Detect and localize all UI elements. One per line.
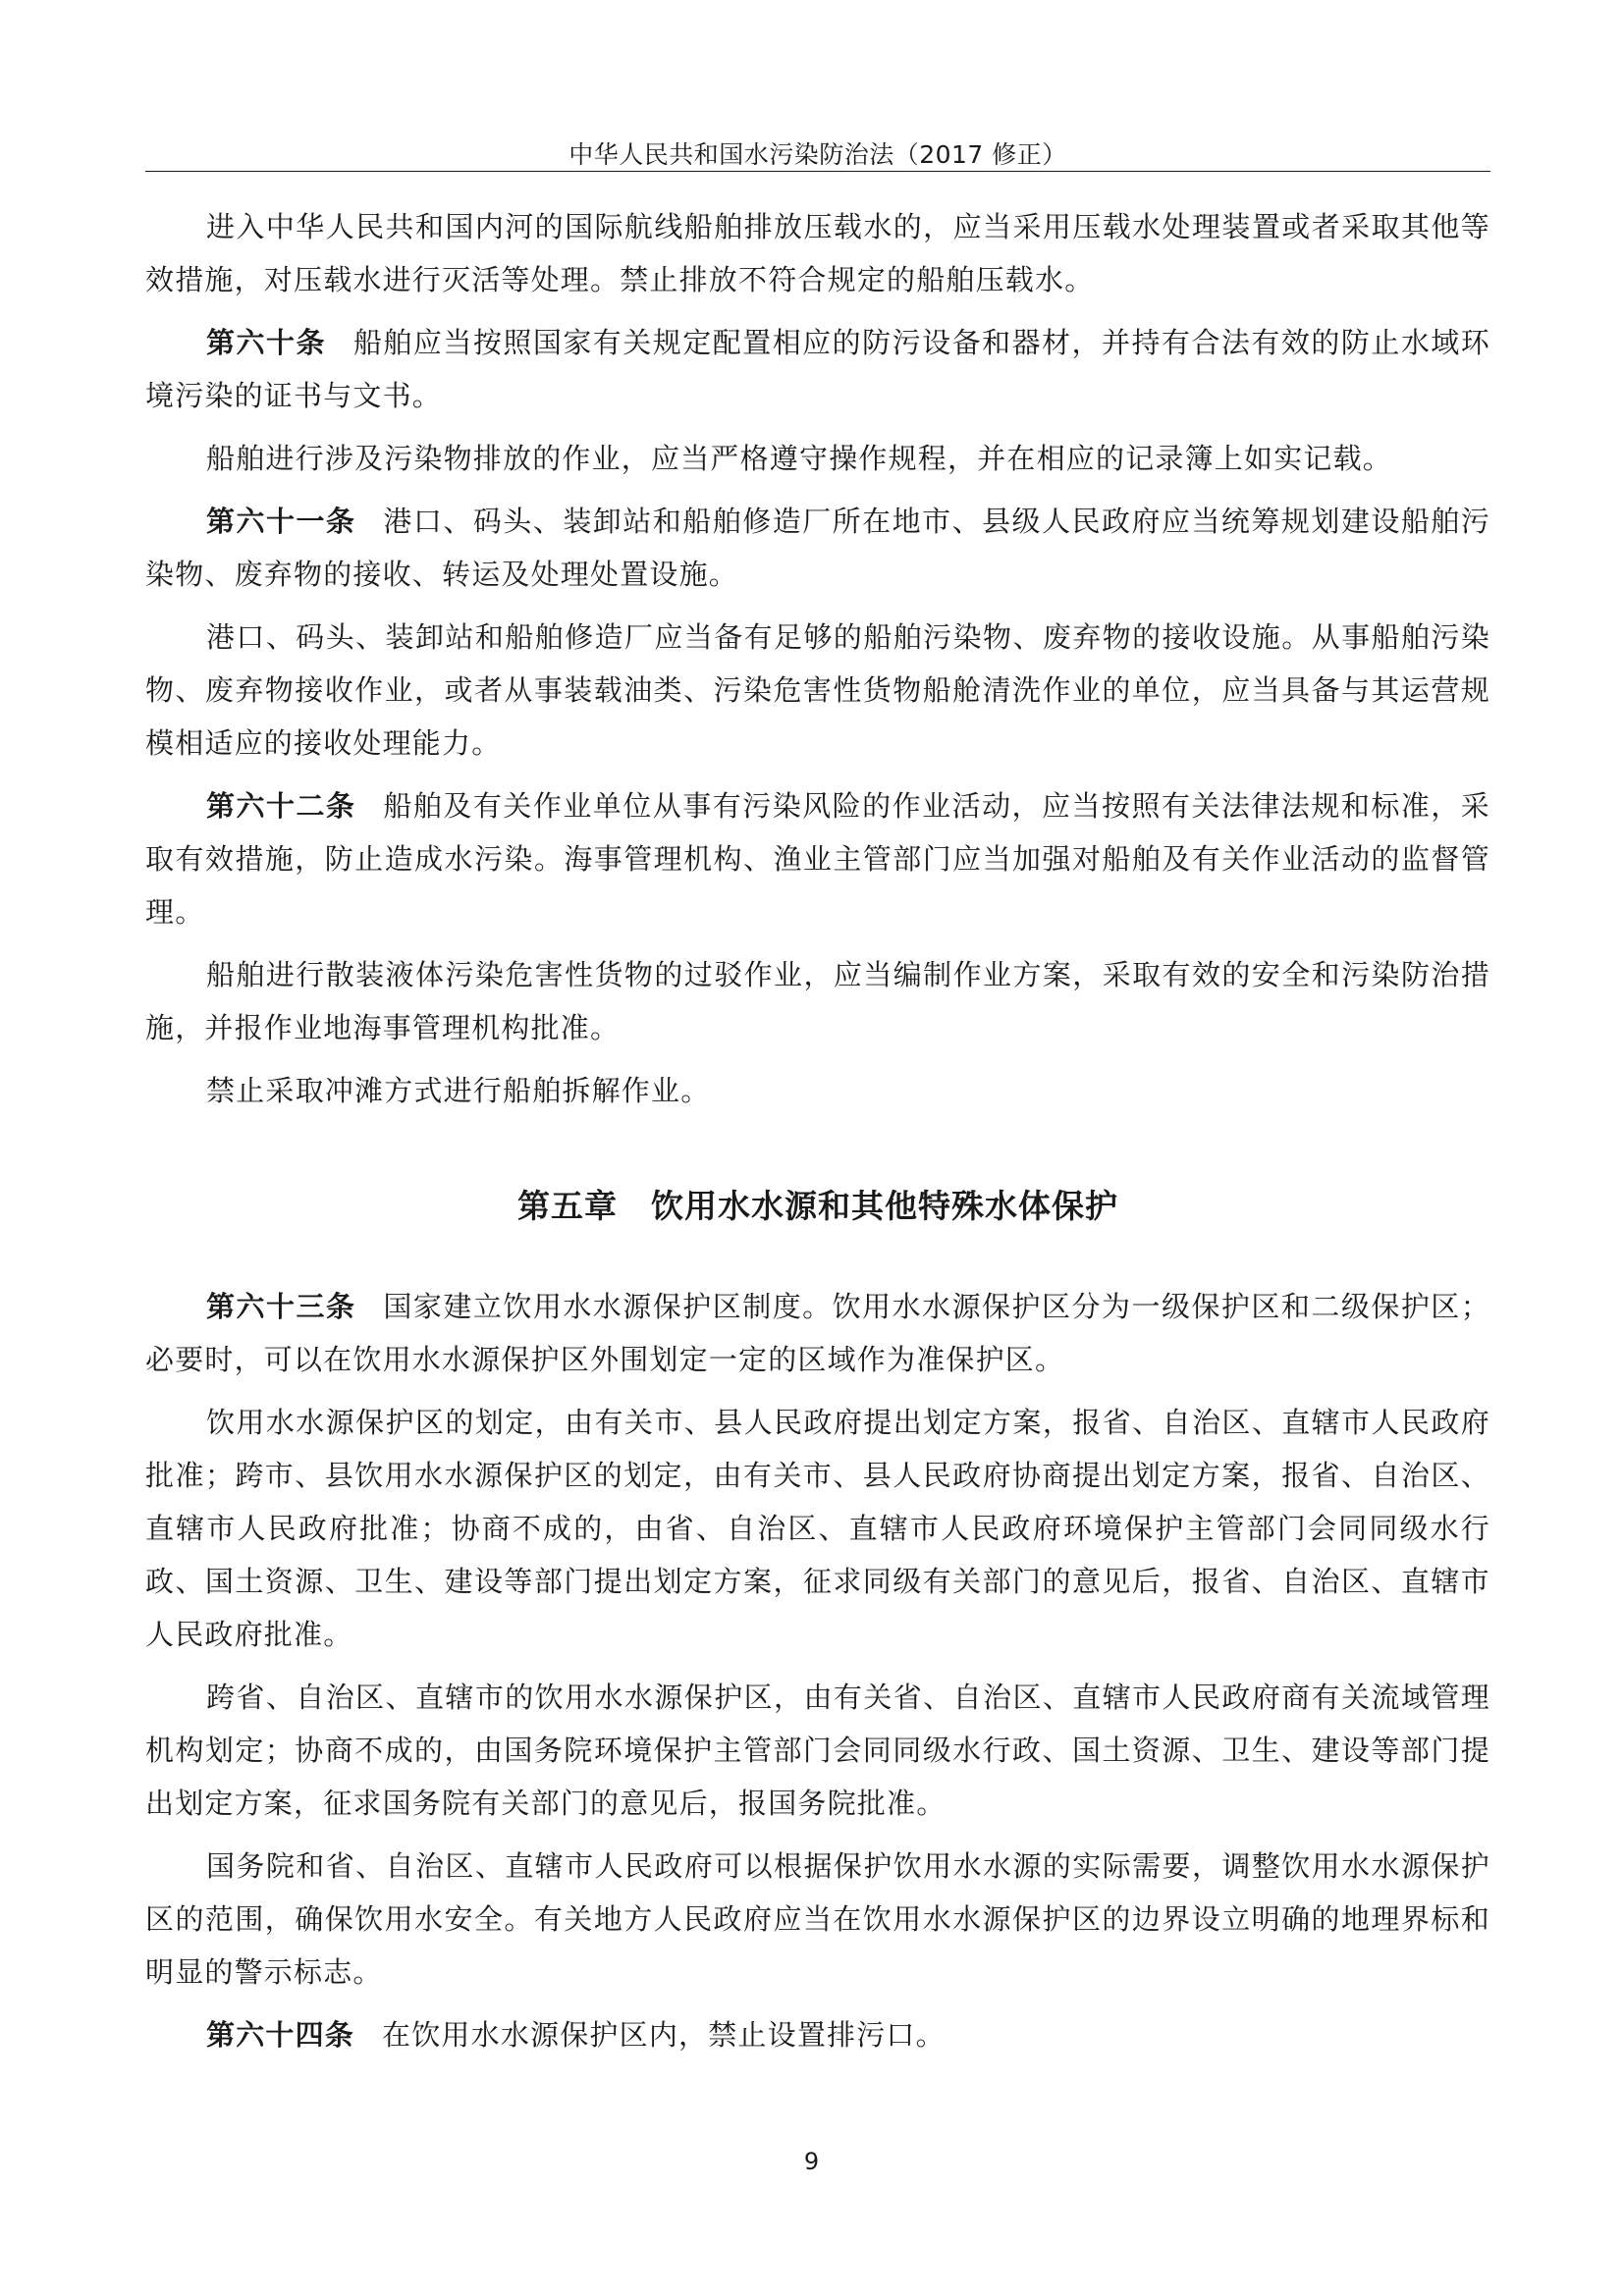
body-paragraph [145, 1280, 1490, 1386]
body-paragraph [145, 200, 1490, 306]
paragraph-text: 船舶进行散装液体污染危害性货物的过驳作业，应当编制作业方案，采取有效的安全和污染防治措施，并报作业地海事管理机构批准。 [145, 958, 1490, 1044]
article-number: 第六十条 [206, 326, 326, 359]
body-paragraph [145, 1840, 1490, 1999]
page-body [145, 200, 1490, 2061]
paragraph-text: 船舶应当按照国家有关规定配置相应的防污设备和器材，并持有合法有效的防止水域环境污染的证书与文书。 [145, 326, 1490, 412]
body-paragraph [145, 611, 1490, 770]
body-paragraph [145, 1396, 1490, 1661]
paragraph-text: 禁止采取冲滩方式进行船舶拆解作业。 [206, 1074, 711, 1107]
paragraph-text: 在饮用水水源保护区内，禁止设置排污口。 [382, 2018, 946, 2052]
paragraph-text: 跨省、自治区、直辖市的饮用水水源保护区，由有关省、自治区、直辖市人民政府商有关流域管理机构划定；协商不成的，由国务院环境保护主管部门会同同级水行政、国土资源、卫生、建设等部门提出划定方案，征求国务院有关部门的意见后，报国务院批准。 [145, 1681, 1490, 1820]
body-paragraph [145, 948, 1490, 1054]
body-paragraph [145, 1064, 1490, 1117]
chapter-title: 饮用水水源和其他特殊水体保护 [651, 1187, 1118, 1225]
paragraph-text: 船舶进行涉及污染物排放的作业，应当严格遵守操作规程，并在相应的记录簿上如实记载。 [206, 442, 1393, 475]
paragraph-text: 港口、码头、装卸站和船舶修造厂应当备有足够的船舶污染物、废弃物的接收设施。从事船舶污染物、废弃物接收作业，或者从事装载油类、污染危害性货物船舱清洗作业的单位，应当具备与其运营规模相适应的接收处理能力。 [145, 620, 1490, 760]
paragraph-text: 船舶及有关作业单位从事有污染风险的作业活动，应当按照有关法律法规和标准，采取有效措施，防止造成水污染。海事管理机构、渔业主管部门应当加强对船舶及有关作业活动的监督管理。 [145, 789, 1490, 929]
paragraph-text: 饮用水水源保护区的划定，由有关市、县人民政府提出划定方案，报省、自治区、直辖市人民政府批准；跨市、县饮用水水源保护区的划定，由有关市、县人民政府协商提出划定方案，报省、自治区、直辖市人民政府批准；协商不成的，由省、自治区、直辖市人民政府环境保护主管部门会同同级水行政、国土资源、卫生、建设等部门提出划定方案，征求同级有关部门的意见后，报省、自治区、直辖市人民政府批准。 [145, 1406, 1490, 1651]
article-number: 第六十四条 [206, 2018, 355, 2052]
body-paragraph [145, 495, 1490, 601]
chapter-number: 第五章 [517, 1187, 618, 1225]
body-paragraph [145, 2008, 1490, 2061]
article-number: 第六十二条 [206, 789, 356, 823]
page-number: 9 [803, 2148, 820, 2175]
section-chapter-five [145, 1280, 1490, 2061]
section-before-chapter [145, 200, 1490, 1117]
chapter-heading [145, 1180, 1490, 1233]
paragraph-text: 国家建立饮用水水源保护区制度。饮用水水源保护区分为一级保护区和二级保护区；必要时，可以在饮用水水源保护区外围划定一定的区域作为准保护区。 [145, 1290, 1490, 1376]
body-paragraph [145, 1671, 1490, 1830]
body-paragraph [145, 432, 1490, 485]
paragraph-text: 进入中华人民共和国内河的国际航线船舶排放压载水的，应当采用压载水处理装置或者采取其他等效措施，对压载水进行灭活等处理。禁止排放不符合规定的船舶压载水。 [145, 210, 1490, 296]
body-paragraph [145, 316, 1490, 422]
paragraph-text: 港口、码头、装卸站和船舶修造厂所在地市、县级人民政府应当统筹规划建设船舶污染物、废弃物的接收、转运及处理处置设施。 [145, 505, 1490, 591]
paragraph-text: 国务院和省、自治区、直辖市人民政府可以根据保护饮用水水源的实际需要，调整饮用水水源保护区的范围，确保饮用水安全。有关地方人民政府应当在饮用水水源保护区的边界设立明确的地理界标和明显的警示标志。 [145, 1849, 1490, 1989]
article-number: 第六十一条 [206, 505, 356, 538]
header-rule [145, 171, 1490, 172]
running-header: 中华人民共和国水污染防治法（2017 修正） [568, 140, 1067, 169]
body-paragraph [145, 779, 1490, 938]
article-number: 第六十三条 [206, 1290, 356, 1323]
